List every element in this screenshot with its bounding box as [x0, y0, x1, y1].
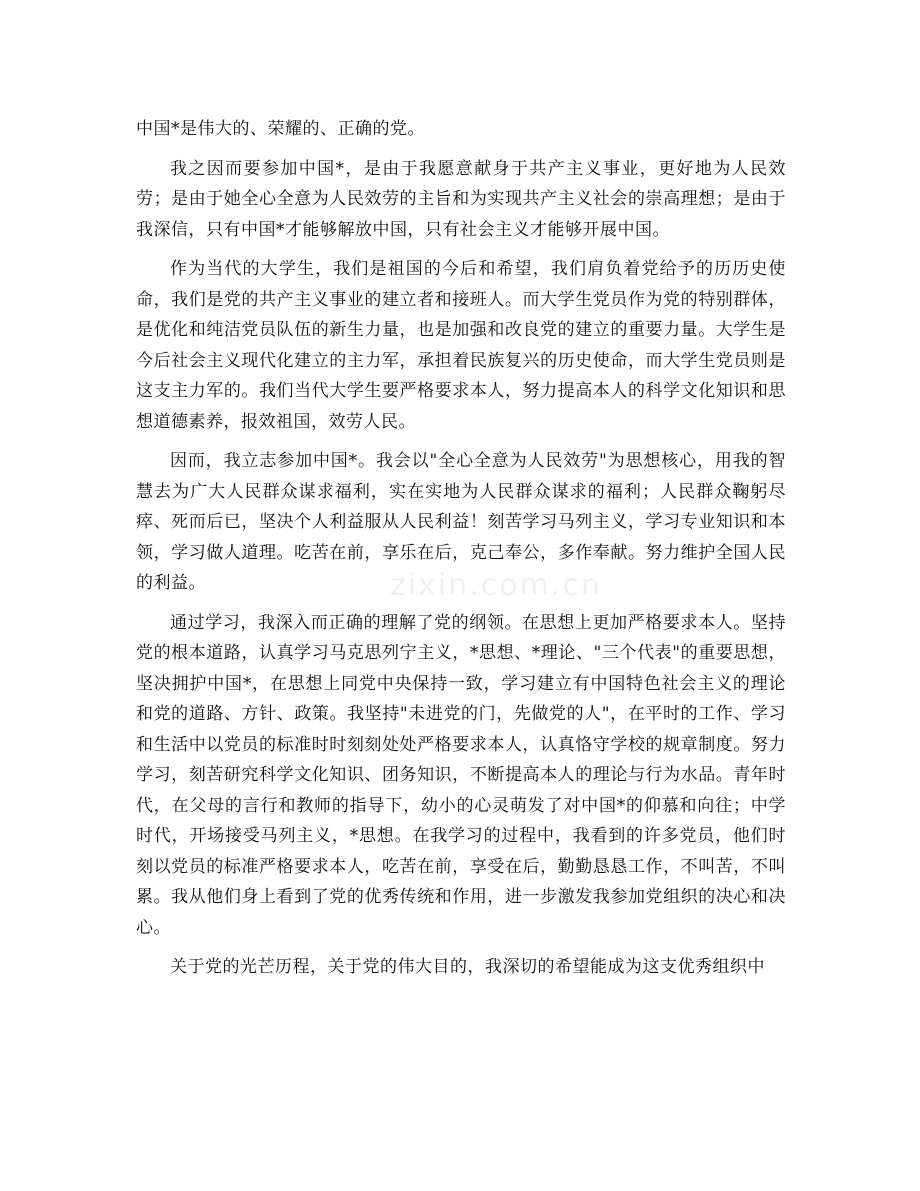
paragraph-1: 中国*是伟大的、荣耀的、正确的党。 — [136, 119, 425, 139]
paragraph-5: 通过学习，我深入而正确的理解了党的纲领。在思想上更加严格要求本人。坚持党的根本道路，认真学习马克思列宁主义，*思想、*理论、"三个代表"的重要思想，坚决拥护中国*，在思想上同党中央保持一致，学习建立有中国特色社会主义的理论和党的道路、方针、政策。我坚持"未进党的门，先做党的人"，在平时的工作、学习和生活中以党员的标准时时刻刻处处严格要求本人，认真恪守学校的规章制度。努力学习，刻苦研究科学文化知识、团务知识，不断提高本人的理论与行为水品。青年时代，在父母的言行和教师的指导下，幼小的心灵萌发了对中国*的仰慕和向往；中学时代，开场接受马列主义，*思想。在我学习的过程中，我看到的许多党员，他们时刻以党员的标准严格要求本人，吃苦在前，享受在后，勤勤恳恳工作，不叫苦，不叫累。我从他们身上看到了党的优秀传统和作用，进一步激发我参加党组织的决心和决心。 — [136, 612, 786, 938]
document-body — [136, 114, 786, 983]
watermark: zixin.com.cn — [390, 568, 602, 603]
paragraph-3: 作为当代的大学生，我们是祖国的今后和希望，我们肩负着党给予的历历史使命，我们是党的共产主义事业的建立者和接班人。而大学生党员作为党的特别群体，是优化和纯洁党员队伍的新生力量，也是加强和改良党的建立的重要力量。大学生是今后社会主义现代化建立的主力军，承担着民族复兴的历史使命，而大学生党员则是这支主力军的。我们当代大学生要严格要求本人，努力提高本人的科学文化知识和思想道德素养，报效祖国，效劳人民。 — [136, 259, 786, 432]
paragraph-6: 关于党的光芒历程，关于党的伟大目的，我深切的希望能成为这支优秀组织中 — [170, 957, 765, 977]
paragraph-4: 因而，我立志参加中国*。我会以"全心全意为人民效劳"为思想核心，用我的智慧去为广大人民群众谋求福利，实在实地为人民群众谋求的福利；人民群众鞠躬尽瘁、死而后已，坚决个人利益服从人民利益！刻苦学习马列主义，学习专业知识和本领，学习做人道理。吃苦在前，享乐在后，克己奉公，多作奉献。努力维护全国人民的利益。 — [136, 451, 786, 593]
paragraph-2: 我之因而要参加中国*，是由于我愿意献身于共产主义事业，更好地为人民效劳；是由于她全心全意为人民效劳的主旨和为实现共产主义社会的崇高理想；是由于我深信，只有中国*才能够解放中国，只有社会主义才能够开展中国。 — [136, 158, 786, 240]
